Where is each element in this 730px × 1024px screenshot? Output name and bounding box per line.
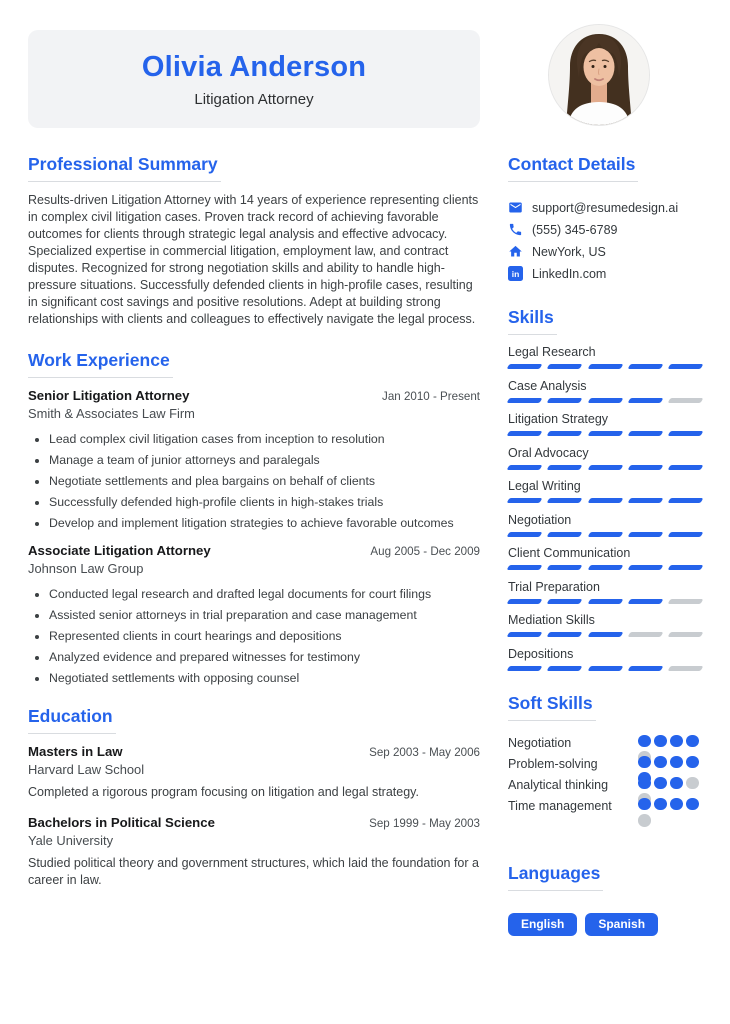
skill-rating-bar xyxy=(508,666,702,671)
skill-bar-segment xyxy=(668,666,704,671)
soft-skill-rating-dots xyxy=(638,798,702,827)
skill-item xyxy=(508,412,702,436)
skill-bar-segment xyxy=(547,498,583,503)
education-section xyxy=(28,706,480,889)
job-bullet: • Develop and implement litigation strategies to achieve favorable outcomes xyxy=(49,514,480,532)
skill-bar-segment xyxy=(627,632,663,637)
skill-bar-segment xyxy=(668,599,704,604)
skill-bar-segment xyxy=(507,565,543,570)
rating-dot xyxy=(686,798,699,811)
skills-list xyxy=(508,345,702,671)
skill-bar-segment xyxy=(547,599,583,604)
skill-bar-segment xyxy=(627,599,663,604)
experience-section xyxy=(28,350,480,687)
job-bullet: • Represented clients in court hearings and depositions xyxy=(49,627,480,645)
contact-section-title: Contact Details xyxy=(508,154,638,182)
skill-bar-segment xyxy=(507,498,543,503)
education-entry xyxy=(28,744,480,801)
contact-location: NewYork, US xyxy=(532,244,606,259)
school-name: Harvard Law School xyxy=(28,762,145,778)
profile-photo xyxy=(548,24,650,126)
degree-title: Bachelors in Political Science xyxy=(28,814,215,830)
skill-bar-segment xyxy=(587,398,623,403)
soft-skill-name: Analytical thinking xyxy=(508,777,609,792)
job-company: Johnson Law Group xyxy=(28,561,144,577)
skill-name: Depositions xyxy=(508,646,574,661)
contact-row-location xyxy=(508,244,702,259)
skill-name: Oral Advocacy xyxy=(508,445,589,460)
skill-bar-segment xyxy=(507,599,543,604)
soft-skill-name: Time management xyxy=(508,798,612,813)
skill-bar-segment xyxy=(507,398,543,403)
job-title: Senior Litigation Attorney xyxy=(28,388,190,403)
job-bullet: • Assisted senior attorneys in trial preparation and case management xyxy=(49,606,480,624)
education-entry xyxy=(28,815,480,890)
rating-dot xyxy=(670,798,683,811)
skill-bar-segment xyxy=(547,632,583,637)
skill-rating-bar xyxy=(508,532,702,537)
school-name: Yale University xyxy=(28,832,114,848)
skill-bar-segment xyxy=(507,632,543,637)
summary-text: Results-driven Litigation Attorney with 14 years of experience representing clients in complex civil litigation cases. Proven track record of achieving favorable outcomes for clients through strategic legal analysis and effective advocacy. Specialized expertise in commercial litigation, employment law, and contract disputes. Recognized for strong negotiation skills and ability to handle high-pressure situations. Successfully defended clients in high-profile cases, resulting in significant cost savings and positive resolutions. Adept at building strong relationships with clients and colleagues to effectively navigate the legal process. xyxy=(28,193,479,326)
rating-dot xyxy=(686,777,699,790)
soft-skill-row xyxy=(508,798,702,819)
email-icon xyxy=(508,200,523,215)
skill-name: Litigation Strategy xyxy=(508,412,609,426)
skill-name: Client Communication xyxy=(508,546,631,560)
person-name: Olivia Anderson xyxy=(141,50,367,83)
rating-dot xyxy=(638,735,651,748)
rating-dot xyxy=(654,735,667,748)
phone-icon xyxy=(508,222,523,237)
education-description: Completed a rigorous program focusing on litigation and legal strategy. xyxy=(28,785,419,800)
skill-bar-segment xyxy=(668,632,704,637)
skill-rating-bar xyxy=(508,465,702,470)
skill-bar-segment xyxy=(668,364,704,369)
avatar-illustration xyxy=(549,25,649,125)
languages-section xyxy=(508,863,702,936)
skill-bar-segment xyxy=(547,364,583,369)
skill-item xyxy=(508,647,702,671)
skill-rating-bar xyxy=(508,565,702,570)
rating-dot xyxy=(654,756,667,769)
job-bullet: • Analyzed evidence and prepared witnesses for testimony xyxy=(49,648,480,666)
education-dates: Sep 1999 - May 2003 xyxy=(369,816,480,830)
job-dates: Aug 2005 - Dec 2009 xyxy=(370,545,480,559)
svg-text:in: in xyxy=(511,269,520,279)
skill-bar-segment xyxy=(668,431,704,436)
skill-bar-segment xyxy=(587,565,623,570)
contact-row-phone xyxy=(508,222,702,237)
skills-section xyxy=(508,307,702,671)
skill-bar-segment xyxy=(627,565,663,570)
rating-dot xyxy=(638,814,651,827)
rating-dot xyxy=(654,798,667,811)
skill-name: Case Analysis xyxy=(508,378,587,393)
skill-bar-segment xyxy=(507,666,543,671)
skill-name: Legal Research xyxy=(508,345,596,359)
header xyxy=(28,30,702,128)
header-card xyxy=(28,30,480,128)
skill-bar-segment xyxy=(587,666,623,671)
rating-dot xyxy=(638,798,651,811)
skill-bar-segment xyxy=(547,431,583,436)
skill-bar-segment xyxy=(587,431,623,436)
skill-item xyxy=(508,513,702,537)
education-section-title: Education xyxy=(28,706,116,734)
skill-bar-segment xyxy=(668,532,704,537)
language-pills xyxy=(508,913,702,936)
degree-title: Masters in Law xyxy=(28,744,123,760)
skill-bar-segment xyxy=(507,364,543,369)
skills-section-title: Skills xyxy=(508,307,557,335)
job-bullet-list xyxy=(28,585,480,687)
job-bullet: • Negotiate settlements and plea bargains on behalf of clients xyxy=(49,472,480,490)
skill-bar-segment xyxy=(627,666,663,671)
skill-bar-segment xyxy=(507,431,543,436)
skill-bar-segment xyxy=(668,565,704,570)
skill-name: Legal Writing xyxy=(508,479,581,493)
skill-bar-segment xyxy=(668,398,704,403)
linkedin-icon xyxy=(508,266,523,281)
contact-section xyxy=(508,154,702,281)
skill-bar-segment xyxy=(547,465,583,470)
skill-rating-bar xyxy=(508,498,702,503)
skill-bar-segment xyxy=(587,599,623,604)
job-bullet: • Conducted legal research and drafted legal documents for court filings xyxy=(49,585,480,603)
skill-bar-segment xyxy=(627,498,663,503)
soft-skill-name: Problem-solving xyxy=(508,756,598,771)
soft-skill-row xyxy=(508,756,702,777)
job-dates: Jan 2010 - Present xyxy=(382,390,480,403)
skill-bar-segment xyxy=(587,632,623,637)
soft-skills-list xyxy=(508,735,702,819)
skill-bar-segment xyxy=(627,465,663,470)
skill-item xyxy=(508,479,702,503)
rating-dot xyxy=(686,735,699,748)
contact-phone: (555) 345-6789 xyxy=(532,222,618,237)
skill-item xyxy=(508,546,702,570)
skill-bar-segment xyxy=(587,532,623,537)
job-entry xyxy=(28,543,480,687)
contact-email: support@resumedesign.ai xyxy=(532,200,679,215)
skill-item xyxy=(508,580,702,604)
skill-bar-segment xyxy=(668,498,704,503)
soft-skill-row xyxy=(508,777,702,798)
education-description: Studied political theory and government structures, which laid the foundation for a career in law. xyxy=(28,855,479,887)
skill-bar-segment xyxy=(587,364,623,369)
contact-list xyxy=(508,200,702,281)
skill-bar-segment xyxy=(507,532,543,537)
rating-dot xyxy=(654,777,667,790)
job-title: Associate Litigation Attorney xyxy=(28,543,211,559)
soft-skill-row xyxy=(508,735,702,756)
soft-skill-name: Negotiation xyxy=(508,735,572,750)
skill-bar-segment xyxy=(627,398,663,403)
education-dates: Sep 2003 - May 2006 xyxy=(369,746,480,760)
skill-bar-segment xyxy=(507,465,543,470)
job-company: Smith & Associates Law Firm xyxy=(28,406,195,421)
skill-bar-segment xyxy=(547,666,583,671)
job-entry xyxy=(28,388,480,532)
contact-row-linkedin xyxy=(508,266,702,281)
rating-dot xyxy=(638,777,651,790)
skill-rating-bar xyxy=(508,431,702,436)
skill-rating-bar xyxy=(508,398,702,403)
skill-bar-segment xyxy=(587,465,623,470)
rating-dot xyxy=(638,756,651,769)
skill-bar-segment xyxy=(547,398,583,403)
skill-item xyxy=(508,446,702,470)
job-bullet: • Successfully defended high-profile clients in high-stakes trials xyxy=(49,493,480,511)
rating-dot xyxy=(686,756,699,769)
sidebar-column xyxy=(508,154,702,936)
rating-dot xyxy=(670,735,683,748)
language-badge: Spanish xyxy=(585,913,658,936)
skill-item xyxy=(508,613,702,637)
skill-item xyxy=(508,379,702,403)
skill-bar-segment xyxy=(668,465,704,470)
skill-bar-segment xyxy=(587,498,623,503)
main-column xyxy=(28,154,480,936)
skill-name: Mediation Skills xyxy=(508,613,595,627)
skill-bar-segment xyxy=(547,532,583,537)
person-job-title: Litigation Attorney xyxy=(194,90,314,108)
languages-section-title: Languages xyxy=(508,863,603,891)
experience-section-title: Work Experience xyxy=(28,350,173,378)
job-bullet-list xyxy=(28,430,480,532)
soft-skills-section-title: Soft Skills xyxy=(508,693,596,721)
skill-bar-segment xyxy=(627,364,663,369)
summary-section xyxy=(28,154,480,328)
skill-bar-segment xyxy=(627,431,663,436)
rating-dot xyxy=(670,756,683,769)
skill-item xyxy=(508,345,702,369)
rating-dot xyxy=(670,777,683,790)
skill-rating-bar xyxy=(508,364,702,369)
job-bullet: • Manage a team of junior attorneys and paralegals xyxy=(49,451,480,469)
contact-linkedin: LinkedIn.com xyxy=(532,266,607,281)
skill-name: Trial Preparation xyxy=(508,579,600,594)
soft-skills-section xyxy=(508,693,702,819)
summary-section-title: Professional Summary xyxy=(28,154,221,182)
contact-row-email xyxy=(508,200,702,215)
skill-rating-bar xyxy=(508,632,702,637)
skill-name: Negotiation xyxy=(508,512,572,527)
home-icon xyxy=(508,244,523,259)
skill-bar-segment xyxy=(627,532,663,537)
job-bullet: • Lead complex civil litigation cases from inception to resolution xyxy=(49,430,480,448)
language-badge: English xyxy=(508,913,577,936)
skill-bar-segment xyxy=(547,565,583,570)
skill-rating-bar xyxy=(508,599,702,604)
job-bullet: • Negotiated settlements with opposing counsel xyxy=(49,669,480,687)
